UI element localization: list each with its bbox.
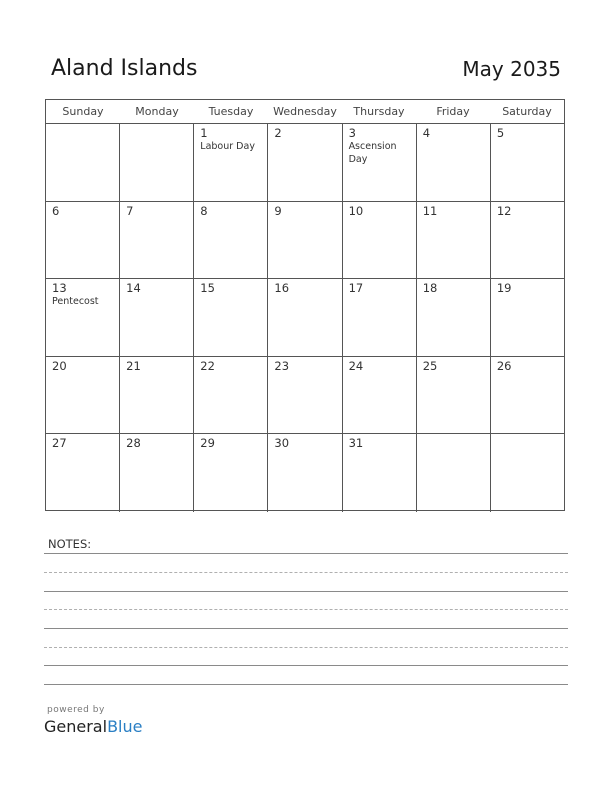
day-cell: [491, 124, 564, 201]
day-number: 29: [200, 436, 215, 451]
week-row-5: [46, 434, 564, 512]
day-number: 14: [126, 281, 141, 296]
day-number: 9: [274, 203, 282, 218]
day-cell: [120, 202, 194, 279]
day-cell: [491, 434, 564, 512]
day-cell: [417, 124, 491, 201]
note-line: [44, 572, 568, 573]
day-cell: [194, 202, 268, 279]
day-number: 4: [422, 126, 431, 140]
day-cell: [46, 124, 120, 201]
holiday-label: Labour Day: [200, 141, 255, 152]
day-number: 5: [496, 126, 505, 140]
note-line: [44, 684, 568, 685]
powered-by-label: powered by: [47, 705, 105, 715]
day-cell: [491, 202, 564, 279]
day-cell: [343, 357, 417, 434]
day-cell: [194, 279, 268, 356]
holiday-label: Pentecost: [52, 296, 99, 308]
day-number: 6: [52, 203, 60, 218]
day-cell: [46, 434, 120, 512]
day-number: 8: [200, 203, 208, 218]
brand-blue-text: Blue: [107, 717, 143, 736]
weekday-thursday: Thursday: [353, 105, 405, 118]
day-number: 10: [348, 203, 364, 218]
day-cell: [120, 279, 194, 356]
day-number: 12: [496, 203, 512, 218]
note-line: [44, 553, 568, 554]
day-cell: [194, 124, 268, 201]
day-number: 23: [274, 358, 290, 373]
day-cell: [46, 279, 120, 356]
month-year-title: May 2035: [462, 57, 561, 81]
day-number: 7: [126, 203, 134, 218]
brand-general-text: General: [44, 717, 108, 736]
day-cell: [417, 279, 491, 356]
day-number: 25: [422, 358, 438, 373]
day-cell: [343, 279, 417, 356]
day-cell: [343, 434, 417, 512]
note-line: [44, 665, 568, 666]
week-row-1: [46, 124, 564, 202]
day-number: 20: [52, 358, 67, 373]
weekday-monday: Monday: [135, 105, 179, 118]
note-line: [44, 591, 568, 592]
note-line: [44, 628, 568, 629]
weekday-friday: Friday: [436, 105, 470, 118]
day-cell: [268, 124, 342, 201]
day-number: 1: [200, 126, 208, 140]
day-number: 24: [348, 358, 364, 373]
weekday-tuesday: Tuesday: [208, 105, 254, 118]
day-number: 13: [52, 281, 67, 296]
day-number: 3: [348, 126, 356, 140]
holiday-label: Ascension Day: [348, 141, 397, 165]
day-cell: [417, 357, 491, 434]
calendar-grid: [45, 99, 565, 511]
day-cell: [417, 434, 491, 512]
day-cell: [46, 357, 120, 434]
day-cell: [491, 357, 564, 434]
day-cell: [46, 202, 120, 279]
day-cell: [194, 434, 268, 512]
day-cell: [343, 202, 417, 279]
day-cell: [343, 124, 417, 201]
day-cell: [268, 202, 342, 279]
day-number: 28: [126, 436, 141, 451]
note-line: [44, 609, 568, 610]
day-cell: [194, 357, 268, 434]
weekday-sunday: Sunday: [62, 105, 104, 118]
day-number: 15: [200, 281, 215, 296]
week-row-2: [46, 202, 564, 280]
day-cell: [120, 357, 194, 434]
day-number: 21: [126, 358, 141, 373]
week-row-4: [46, 357, 564, 435]
day-number: 16: [274, 281, 290, 296]
country-title: Aland Islands: [51, 56, 198, 81]
weekday-header-row: [46, 100, 564, 124]
weekday-saturday: Saturday: [502, 105, 552, 118]
day-number: 17: [348, 281, 364, 296]
day-number: 18: [422, 281, 438, 296]
note-line: [44, 647, 568, 648]
day-number: 11: [422, 203, 438, 218]
day-cell: [268, 434, 342, 512]
day-number: 30: [274, 436, 290, 451]
day-cell: [268, 357, 342, 434]
day-number: 27: [52, 436, 67, 451]
day-number: 31: [348, 436, 364, 451]
day-cell: [120, 124, 194, 201]
day-cell: [268, 279, 342, 356]
week-row-3: [46, 279, 564, 357]
notes-label: NOTES:: [48, 537, 92, 551]
day-cell: [120, 434, 194, 512]
weekday-wednesday: Wednesday: [273, 105, 337, 118]
day-cell: [417, 202, 491, 279]
day-cell: [491, 279, 564, 356]
day-number: 2: [274, 126, 282, 140]
day-number: 26: [496, 358, 512, 373]
day-number: 22: [200, 358, 215, 373]
generalblue-logo[interactable]: [44, 717, 142, 737]
day-number: 19: [496, 281, 512, 296]
